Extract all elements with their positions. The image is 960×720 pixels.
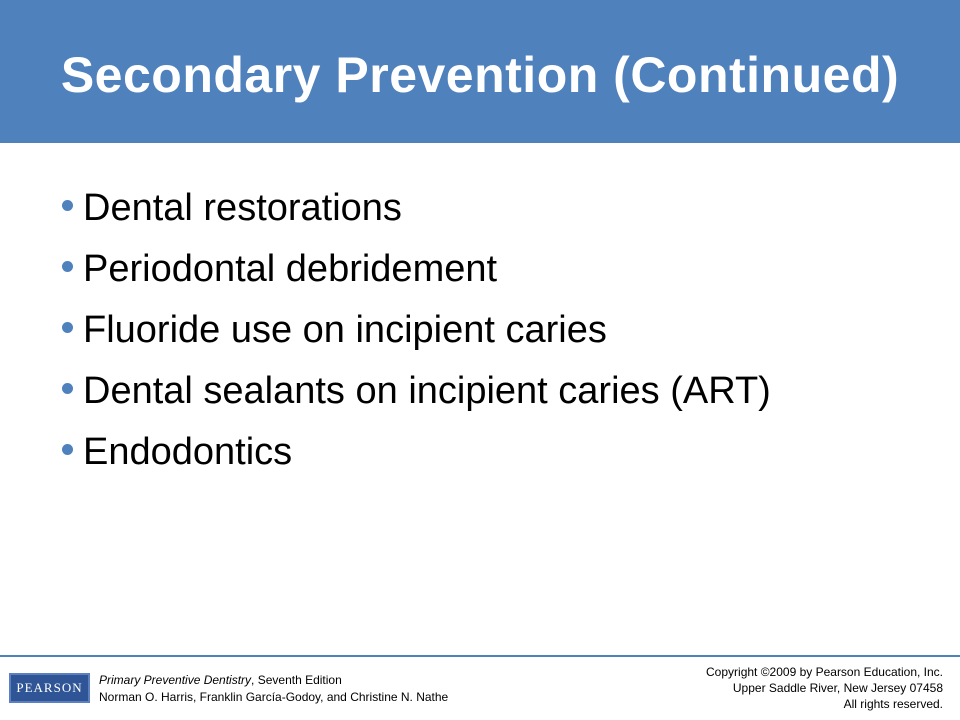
pearson-logo <box>9 673 90 703</box>
book-title: Primary Preventive Dentistry <box>99 673 252 687</box>
bullet-text: Periodontal debridement <box>83 248 498 290</box>
bullet-item <box>60 241 771 302</box>
bullet-list <box>60 180 771 485</box>
bullet-dot-icon <box>62 261 73 272</box>
bullet-dot-icon <box>62 383 73 394</box>
bullet-item <box>60 302 771 363</box>
bullet-text: Endodontics <box>83 431 293 473</box>
bullet-item <box>60 424 771 485</box>
bullet-text: Fluoride use on incipient caries <box>83 309 607 351</box>
bullet-text: Dental sealants on incipient caries (ART) <box>83 370 771 412</box>
bullet-item <box>60 363 771 424</box>
bullet-text: Dental restorations <box>83 187 402 229</box>
book-edition: , Seventh Edition <box>251 673 342 687</box>
book-authors: Norman O. Harris, Franklin García-Godoy, and Christine N. Nathe <box>99 690 449 704</box>
address-line: Upper Saddle River, New Jersey 07458 <box>732 681 943 695</box>
bullet-dot-icon <box>62 444 73 455</box>
book-info <box>99 672 448 706</box>
logo-text: PEARSON <box>16 680 83 695</box>
copyright-notice <box>706 664 943 712</box>
bullet-dot-icon <box>62 200 73 211</box>
copyright-line: Copyright ©2009 by Pearson Education, Inc. <box>706 665 943 679</box>
book-title-line <box>99 672 448 689</box>
rights-line: All rights reserved. <box>843 697 943 711</box>
footer-divider <box>0 655 960 657</box>
bullet-dot-icon <box>62 322 73 333</box>
bullet-item <box>60 180 771 241</box>
slide-title: Secondary Prevention (Continued) <box>60 47 900 103</box>
